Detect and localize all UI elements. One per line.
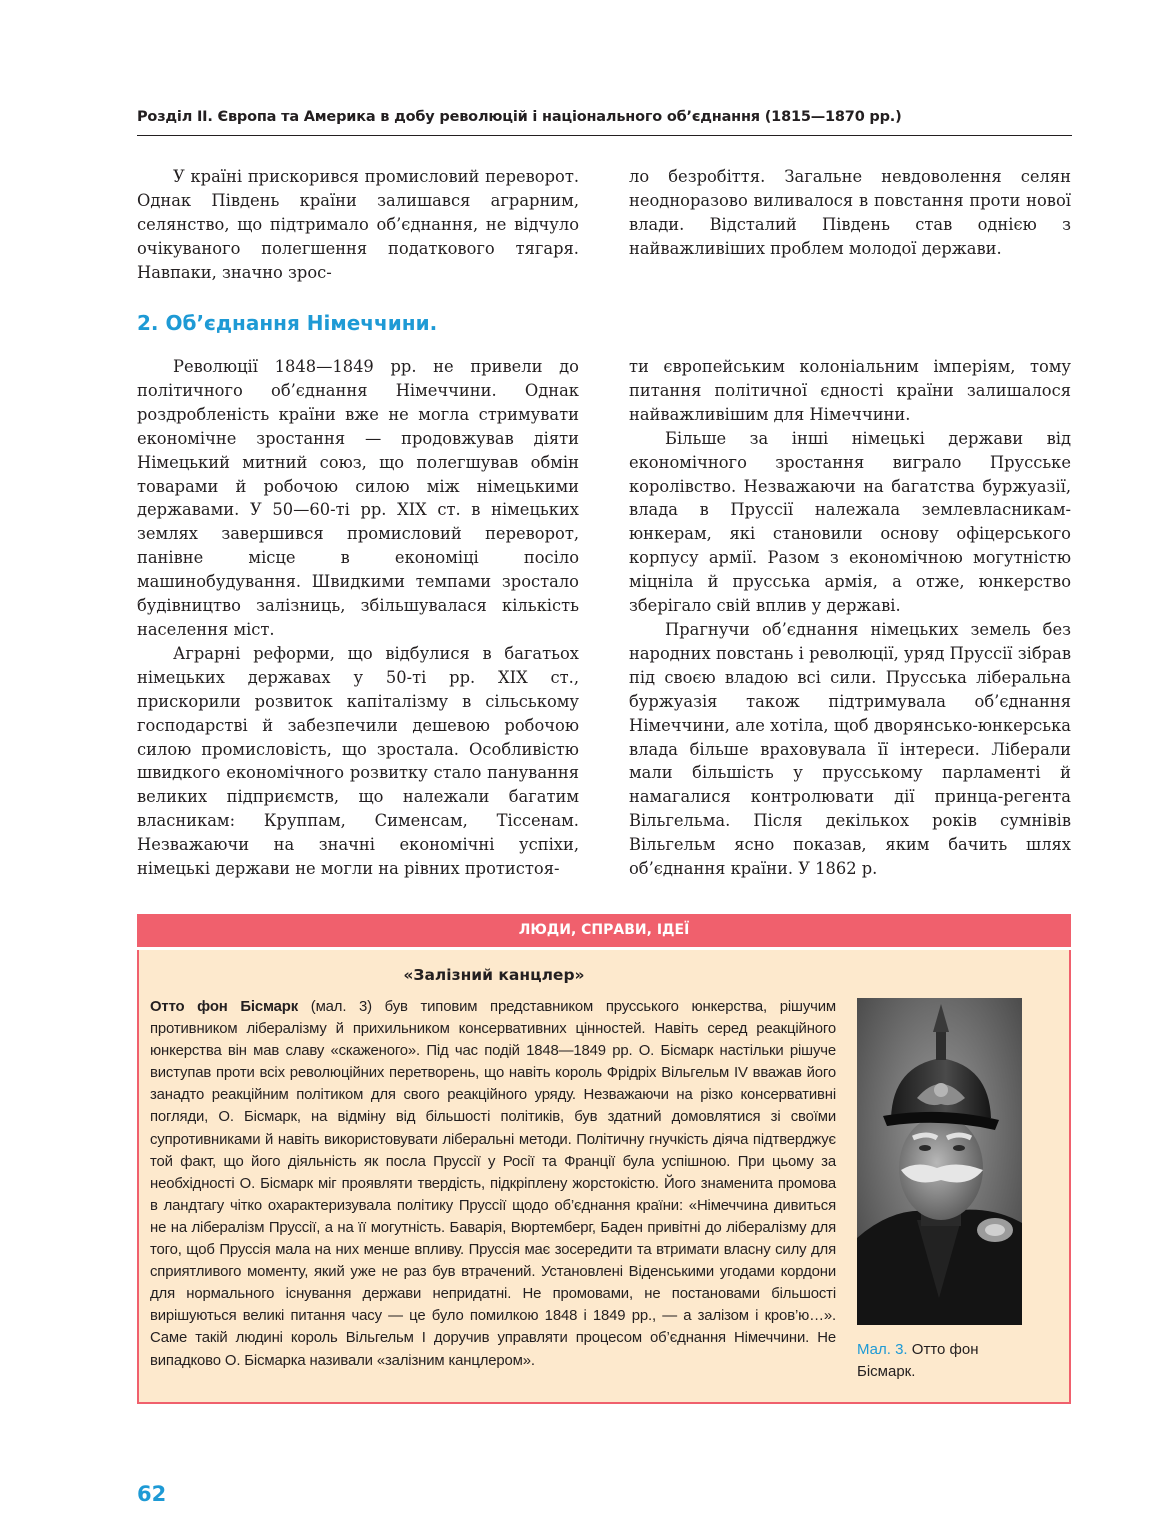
caption-text: Отто фон Бісмарк. [857,1341,979,1380]
section-heading: 2. Об’єднання Німеччини. [137,311,438,335]
running-header: Розділ ІІ. Європа та Америка в добу революцій і національного об’єднання (1815—1870 рр.) [137,109,902,125]
intro-left-paragraph: У країні прискорився промисловий переворот. Однак Південь країни залишався аграрним, селянство, що підтримало об’єднання, не відчуло очікуваного полегшення податкового тягаря. Навпаки, значно зрос- [137,167,579,282]
figure-caption [857,1339,1027,1383]
intro-left-column [137,165,579,285]
caption-label: Мал. 3. [857,1341,908,1358]
intro-right-column [629,165,1071,261]
body-left-column [137,355,579,881]
body-left-paragraph-2: Аграрні реформи, що відбулися в багатьох німецьких державах у 50-ті рр. ХІХ ст., прискорили розвиток капіталізму в сільському господарстві й забезпечили дешевою робочою силою промисловість, що зростала. Особливістю швидкого економічного розвитку стало панування великих підприємств, що належали багатим власникам: Круппам, Сименсам, Тіссенам. Незважаючи на значні економічні успіхи, німецькі держави не могли на рівних протистоя- [137,643,579,879]
box-title: «Залізний канцлер» [403,966,585,984]
body-right-column [629,355,1071,881]
box-band-label: ЛЮДИ, СПРАВИ, ІДЕЇ [137,914,1071,950]
box-body-text: (мал. 3) був типовим представником прусського юнкерства, рішучим противником лібералізму й прихильником консервативних цінностей. Навіть серед реакційного юнкерства він мав славу «скаженого». Під час подій 1848—1849 рр. О. Бісмарк настільки рішуче виступав проти всіх революційних перетворень, що навіть король Фрідріх Вільгельм IV вважав його занадто реакційним політиком для свого реакційного уряду. Незважаючи на різко консервативні погляди, О. Бісмарк, на відміну від більшості політиків, був здатний домовлятися зі своїми супротивниками й навіть використовувати ліберальні методи. Політичну гнучкість діяча підтверджує той факт, що його діяльність як посла Пруссії у Росії та Франції була успішною. При цьому за необхідності О. Бісмарк міг проявляти твердість, підкріплену жорстокістю. Його знаменита промова в ландтагу чітко охарактеризувала політику Пруссії щодо об’єднання країни: «Німеччина дивиться не на лібералізм Пруссії, а на її могутність. Баварія, Вюртемберг, Баден привітні до лібералізму для того, щоб Пруссія мала на них менше впливу. Пруссія має зосередити та втримати власну силу для сприятливого моменту, який уже не раз був втрачений. Установлені Віденськими угодами кордони для нормального існування держави непридатні. Не промовами, не постановами більшості вирішуються великі питання часу — це було помилкою 1848 і 1849 рр., — а залізом і кров’ю…». Саме такій людині король Вільгельм І доручив управляти процесом об’єднання Німеччини. Не випадково О. Бісмарка називали «залізним канцлером». [150,999,836,1369]
body-right-paragraph-2: Більше за інші німецькі держави від економічного зростання виграло Прусське королівство. Незважаючи на багатства буржуазії, влада в Пруссії належала землевласникам-юнкерам, які становили основу офіцерського корпусу армії. Разом з економічною могутністю міцніла й прусська армія, а отже, юнкерство зберігало свій вплив у державі. [629,428,1071,616]
intro-right-paragraph: ло безробіття. Загальне невдоволення селян неодноразово виливалося в повстання проти нової влади. Відсталий Південь став однією з найважливіших проблем молодої держави. [629,167,1071,258]
box-lead-name: Отто фон Бісмарк [150,999,299,1015]
page-number: 62 [137,1482,167,1506]
body-left-paragraph-1: Революції 1848—1849 рр. не привели до політичного об’єднання Німеччини. Однак роздробленість країни вже не могла стримувати економічне зростання — продовжував діяти Німецький митний союз, що полегшував обмін товарами й робочою силою між німецькими державами. У 50—60-ті рр. ХІХ ст. в німецьких землях завершився промисловий переворот, панівне місце в економіці посіло машинобудування. Швидкими темпами зростало будівництво залізниць, збільшувалася кількість населення міст. [137,357,579,639]
header-rule [137,135,1072,136]
bismarck-portrait [857,998,1022,1325]
body-right-paragraph-1: ти європейським колоніальним імперіям, тому питання політичної єдності країни залишалося найважливішим для Німеччини. [629,357,1071,424]
box-text [150,996,836,1372]
body-right-paragraph-3: Прагнучи об’єднання німецьких земель без народних повстань і революції, уряд Пруссії зібрав під своєю владою всі сили. Прусська ліберальна буржуазія також підтримувала об’єднання Німеччини, але хотіла, щоб дворянсько-юнкерська влада більше враховувала її інтереси. Ліберали мали більшість у прусському парламенті й намагалися контролювати дії принца-регента Вільгельма. Після декількох років сумнівів Вільгельм ясно показав, яким бачить шлях об’єднання країни. У 1862 р. [629,619,1071,879]
